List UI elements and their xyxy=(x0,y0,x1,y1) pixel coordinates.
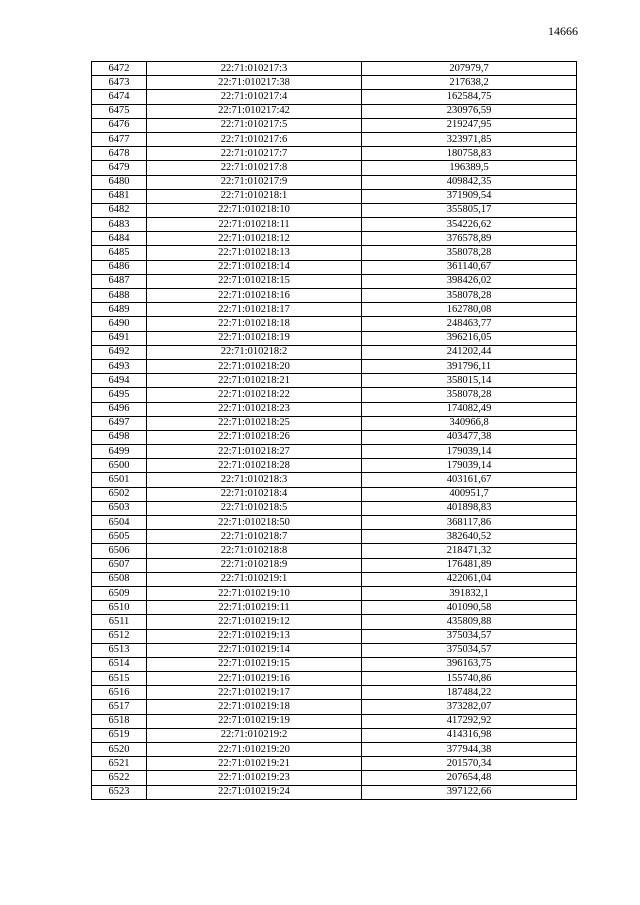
cadastral-number-cell: 22:71:010218:23 xyxy=(147,402,362,416)
row-number-cell: 6473 xyxy=(92,76,147,90)
cadastral-number-cell: 22:71:010218:13 xyxy=(147,246,362,260)
table-row xyxy=(92,586,577,600)
table-row xyxy=(92,76,577,90)
table-row xyxy=(92,473,577,487)
table-row xyxy=(92,260,577,274)
value-cell: 248463,77 xyxy=(362,317,577,331)
cadastral-number-cell: 22:71:010219:14 xyxy=(147,643,362,657)
table-row xyxy=(92,345,577,359)
value-cell: 422061,04 xyxy=(362,572,577,586)
cadastral-number-cell: 22:71:010219:16 xyxy=(147,672,362,686)
cadastral-number-cell: 22:71:010219:17 xyxy=(147,686,362,700)
value-cell: 400951,7 xyxy=(362,487,577,501)
cadastral-number-cell: 22:71:010217:38 xyxy=(147,76,362,90)
value-cell: 391832,1 xyxy=(362,586,577,600)
value-cell: 417292,92 xyxy=(362,714,577,728)
table-row xyxy=(92,516,577,530)
row-number-cell: 6516 xyxy=(92,686,147,700)
value-cell: 401898,83 xyxy=(362,501,577,515)
value-cell: 217638,2 xyxy=(362,76,577,90)
table-row xyxy=(92,743,577,757)
row-number-cell: 6477 xyxy=(92,132,147,146)
cadastral-number-cell: 22:71:010219:2 xyxy=(147,728,362,742)
value-cell: 218471,32 xyxy=(362,544,577,558)
table-row xyxy=(92,601,577,615)
row-number-cell: 6498 xyxy=(92,430,147,444)
cadastral-number-cell: 22:71:010217:3 xyxy=(147,62,362,76)
row-number-cell: 6501 xyxy=(92,473,147,487)
table-row xyxy=(92,118,577,132)
table-row xyxy=(92,147,577,161)
cadastral-number-cell: 22:71:010218:16 xyxy=(147,289,362,303)
row-number-cell: 6519 xyxy=(92,728,147,742)
table-row xyxy=(92,359,577,373)
row-number-cell: 6504 xyxy=(92,516,147,530)
row-number-cell: 6493 xyxy=(92,359,147,373)
cadastral-number-cell: 22:71:010218:7 xyxy=(147,530,362,544)
cadastral-number-cell: 22:71:010219:15 xyxy=(147,657,362,671)
row-number-cell: 6502 xyxy=(92,487,147,501)
value-cell: 361140,67 xyxy=(362,260,577,274)
value-cell: 179039,14 xyxy=(362,459,577,473)
table-row xyxy=(92,430,577,444)
cadastral-number-cell: 22:71:010219:11 xyxy=(147,601,362,615)
data-table xyxy=(91,61,577,800)
table-row xyxy=(92,331,577,345)
row-number-cell: 6521 xyxy=(92,757,147,771)
cadastral-number-cell: 22:71:010217:42 xyxy=(147,104,362,118)
row-number-cell: 6513 xyxy=(92,643,147,657)
value-cell: 414316,98 xyxy=(362,728,577,742)
cadastral-number-cell: 22:71:010218:9 xyxy=(147,558,362,572)
value-cell: 373282,07 xyxy=(362,700,577,714)
row-number-cell: 6491 xyxy=(92,331,147,345)
value-cell: 382640,52 xyxy=(362,530,577,544)
table-row xyxy=(92,672,577,686)
row-number-cell: 6474 xyxy=(92,90,147,104)
row-number-cell: 6492 xyxy=(92,345,147,359)
table-row xyxy=(92,544,577,558)
table-row xyxy=(92,303,577,317)
cadastral-number-cell: 22:71:010218:27 xyxy=(147,445,362,459)
row-number-cell: 6510 xyxy=(92,601,147,615)
value-cell: 162780,08 xyxy=(362,303,577,317)
table-row xyxy=(92,374,577,388)
table-row xyxy=(92,62,577,76)
table-row xyxy=(92,104,577,118)
value-cell: 403161,67 xyxy=(362,473,577,487)
table-row xyxy=(92,274,577,288)
cadastral-number-cell: 22:71:010218:8 xyxy=(147,544,362,558)
row-number-cell: 6517 xyxy=(92,700,147,714)
value-cell: 201570,34 xyxy=(362,757,577,771)
cadastral-number-cell: 22:71:010218:18 xyxy=(147,317,362,331)
cadastral-number-cell: 22:71:010218:4 xyxy=(147,487,362,501)
table-row xyxy=(92,246,577,260)
row-number-cell: 6481 xyxy=(92,189,147,203)
row-number-cell: 6505 xyxy=(92,530,147,544)
table-row xyxy=(92,175,577,189)
table-row xyxy=(92,416,577,430)
row-number-cell: 6514 xyxy=(92,657,147,671)
row-number-cell: 6472 xyxy=(92,62,147,76)
cadastral-number-cell: 22:71:010217:4 xyxy=(147,90,362,104)
row-number-cell: 6475 xyxy=(92,104,147,118)
row-number-cell: 6490 xyxy=(92,317,147,331)
value-cell: 176481,89 xyxy=(362,558,577,572)
cadastral-number-cell: 22:71:010219:19 xyxy=(147,714,362,728)
value-cell: 376578,89 xyxy=(362,232,577,246)
row-number-cell: 6476 xyxy=(92,118,147,132)
value-cell: 377944,38 xyxy=(362,743,577,757)
value-cell: 358078,28 xyxy=(362,388,577,402)
value-cell: 396163,75 xyxy=(362,657,577,671)
row-number-cell: 6503 xyxy=(92,501,147,515)
cadastral-number-cell: 22:71:010219:12 xyxy=(147,615,362,629)
cadastral-number-cell: 22:71:010218:50 xyxy=(147,516,362,530)
value-cell: 179039,14 xyxy=(362,445,577,459)
row-number-cell: 6509 xyxy=(92,586,147,600)
cadastral-number-cell: 22:71:010218:12 xyxy=(147,232,362,246)
cadastral-number-cell: 22:71:010217:7 xyxy=(147,147,362,161)
value-cell: 230976,59 xyxy=(362,104,577,118)
row-number-cell: 6500 xyxy=(92,459,147,473)
table-row xyxy=(92,289,577,303)
row-number-cell: 6515 xyxy=(92,672,147,686)
table-body xyxy=(92,62,577,800)
row-number-cell: 6485 xyxy=(92,246,147,260)
table-row xyxy=(92,629,577,643)
value-cell: 174082,49 xyxy=(362,402,577,416)
value-cell: 375034,57 xyxy=(362,629,577,643)
cadastral-number-cell: 22:71:010218:20 xyxy=(147,359,362,373)
value-cell: 401090,58 xyxy=(362,601,577,615)
row-number-cell: 6507 xyxy=(92,558,147,572)
row-number-cell: 6522 xyxy=(92,771,147,785)
cadastral-number-cell: 22:71:010219:20 xyxy=(147,743,362,757)
value-cell: 180758,83 xyxy=(362,147,577,161)
table-row xyxy=(92,558,577,572)
value-cell: 398426,02 xyxy=(362,274,577,288)
value-cell: 435809,88 xyxy=(362,615,577,629)
table-row xyxy=(92,686,577,700)
row-number-cell: 6489 xyxy=(92,303,147,317)
cadastral-number-cell: 22:71:010219:10 xyxy=(147,586,362,600)
cadastral-number-cell: 22:71:010218:22 xyxy=(147,388,362,402)
cadastral-number-cell: 22:71:010218:25 xyxy=(147,416,362,430)
table-row xyxy=(92,388,577,402)
value-cell: 391796,11 xyxy=(362,359,577,373)
value-cell: 358015,14 xyxy=(362,374,577,388)
value-cell: 196389,5 xyxy=(362,161,577,175)
cadastral-number-cell: 22:71:010219:1 xyxy=(147,572,362,586)
table-row xyxy=(92,700,577,714)
table-row xyxy=(92,530,577,544)
table-row xyxy=(92,785,577,799)
cadastral-number-cell: 22:71:010218:17 xyxy=(147,303,362,317)
table-row xyxy=(92,771,577,785)
row-number-cell: 6480 xyxy=(92,175,147,189)
value-cell: 187484,22 xyxy=(362,686,577,700)
cadastral-number-cell: 22:71:010218:5 xyxy=(147,501,362,515)
row-number-cell: 6483 xyxy=(92,218,147,232)
cadastral-number-cell: 22:71:010218:26 xyxy=(147,430,362,444)
cadastral-number-cell: 22:71:010218:1 xyxy=(147,189,362,203)
value-cell: 219247,95 xyxy=(362,118,577,132)
cadastral-number-cell: 22:71:010218:11 xyxy=(147,218,362,232)
cadastral-number-cell: 22:71:010219:24 xyxy=(147,785,362,799)
row-number-cell: 6484 xyxy=(92,232,147,246)
value-cell: 207979,7 xyxy=(362,62,577,76)
cadastral-number-cell: 22:71:010217:8 xyxy=(147,161,362,175)
table-row xyxy=(92,189,577,203)
table-row xyxy=(92,445,577,459)
cadastral-number-cell: 22:71:010217:9 xyxy=(147,175,362,189)
cadastral-number-cell: 22:71:010217:6 xyxy=(147,132,362,146)
cadastral-number-cell: 22:71:010219:23 xyxy=(147,771,362,785)
cadastral-number-cell: 22:71:010218:28 xyxy=(147,459,362,473)
table-row xyxy=(92,402,577,416)
row-number-cell: 6511 xyxy=(92,615,147,629)
value-cell: 358078,28 xyxy=(362,246,577,260)
value-cell: 155740,86 xyxy=(362,672,577,686)
row-number-cell: 6479 xyxy=(92,161,147,175)
value-cell: 355805,17 xyxy=(362,203,577,217)
row-number-cell: 6478 xyxy=(92,147,147,161)
value-cell: 368117,86 xyxy=(362,516,577,530)
table-row xyxy=(92,757,577,771)
row-number-cell: 6508 xyxy=(92,572,147,586)
value-cell: 409842,35 xyxy=(362,175,577,189)
table-row xyxy=(92,643,577,657)
value-cell: 403477,38 xyxy=(362,430,577,444)
value-cell: 354226,62 xyxy=(362,218,577,232)
cadastral-number-cell: 22:71:010218:3 xyxy=(147,473,362,487)
cadastral-number-cell: 22:71:010219:18 xyxy=(147,700,362,714)
row-number-cell: 6496 xyxy=(92,402,147,416)
value-cell: 358078,28 xyxy=(362,289,577,303)
value-cell: 323971,85 xyxy=(362,132,577,146)
row-number-cell: 6499 xyxy=(92,445,147,459)
cadastral-number-cell: 22:71:010217:5 xyxy=(147,118,362,132)
row-number-cell: 6486 xyxy=(92,260,147,274)
cadastral-number-cell: 22:71:010218:19 xyxy=(147,331,362,345)
table-row xyxy=(92,714,577,728)
value-cell: 241202,44 xyxy=(362,345,577,359)
row-number-cell: 6518 xyxy=(92,714,147,728)
table-row xyxy=(92,232,577,246)
table-row xyxy=(92,657,577,671)
value-cell: 340966,8 xyxy=(362,416,577,430)
table-row xyxy=(92,161,577,175)
cadastral-number-cell: 22:71:010218:14 xyxy=(147,260,362,274)
table-row xyxy=(92,317,577,331)
row-number-cell: 6497 xyxy=(92,416,147,430)
table-row xyxy=(92,728,577,742)
value-cell: 207654,48 xyxy=(362,771,577,785)
table-row xyxy=(92,218,577,232)
row-number-cell: 6523 xyxy=(92,785,147,799)
value-cell: 371909,54 xyxy=(362,189,577,203)
table-row xyxy=(92,90,577,104)
value-cell: 162584,75 xyxy=(362,90,577,104)
cadastral-number-cell: 22:71:010218:21 xyxy=(147,374,362,388)
table-row xyxy=(92,459,577,473)
cadastral-number-cell: 22:71:010219:13 xyxy=(147,629,362,643)
page-number: 14666 xyxy=(548,24,578,38)
table-row xyxy=(92,132,577,146)
cadastral-number-cell: 22:71:010219:21 xyxy=(147,757,362,771)
value-cell: 396216,05 xyxy=(362,331,577,345)
row-number-cell: 6494 xyxy=(92,374,147,388)
table-row xyxy=(92,572,577,586)
table-row xyxy=(92,615,577,629)
row-number-cell: 6487 xyxy=(92,274,147,288)
row-number-cell: 6506 xyxy=(92,544,147,558)
value-cell: 375034,57 xyxy=(362,643,577,657)
row-number-cell: 6512 xyxy=(92,629,147,643)
row-number-cell: 6520 xyxy=(92,743,147,757)
row-number-cell: 6495 xyxy=(92,388,147,402)
cadastral-number-cell: 22:71:010218:15 xyxy=(147,274,362,288)
table-row xyxy=(92,487,577,501)
cadastral-number-cell: 22:71:010218:2 xyxy=(147,345,362,359)
value-cell: 397122,66 xyxy=(362,785,577,799)
row-number-cell: 6482 xyxy=(92,203,147,217)
row-number-cell: 6488 xyxy=(92,289,147,303)
table-row xyxy=(92,501,577,515)
table-row xyxy=(92,203,577,217)
cadastral-number-cell: 22:71:010218:10 xyxy=(147,203,362,217)
